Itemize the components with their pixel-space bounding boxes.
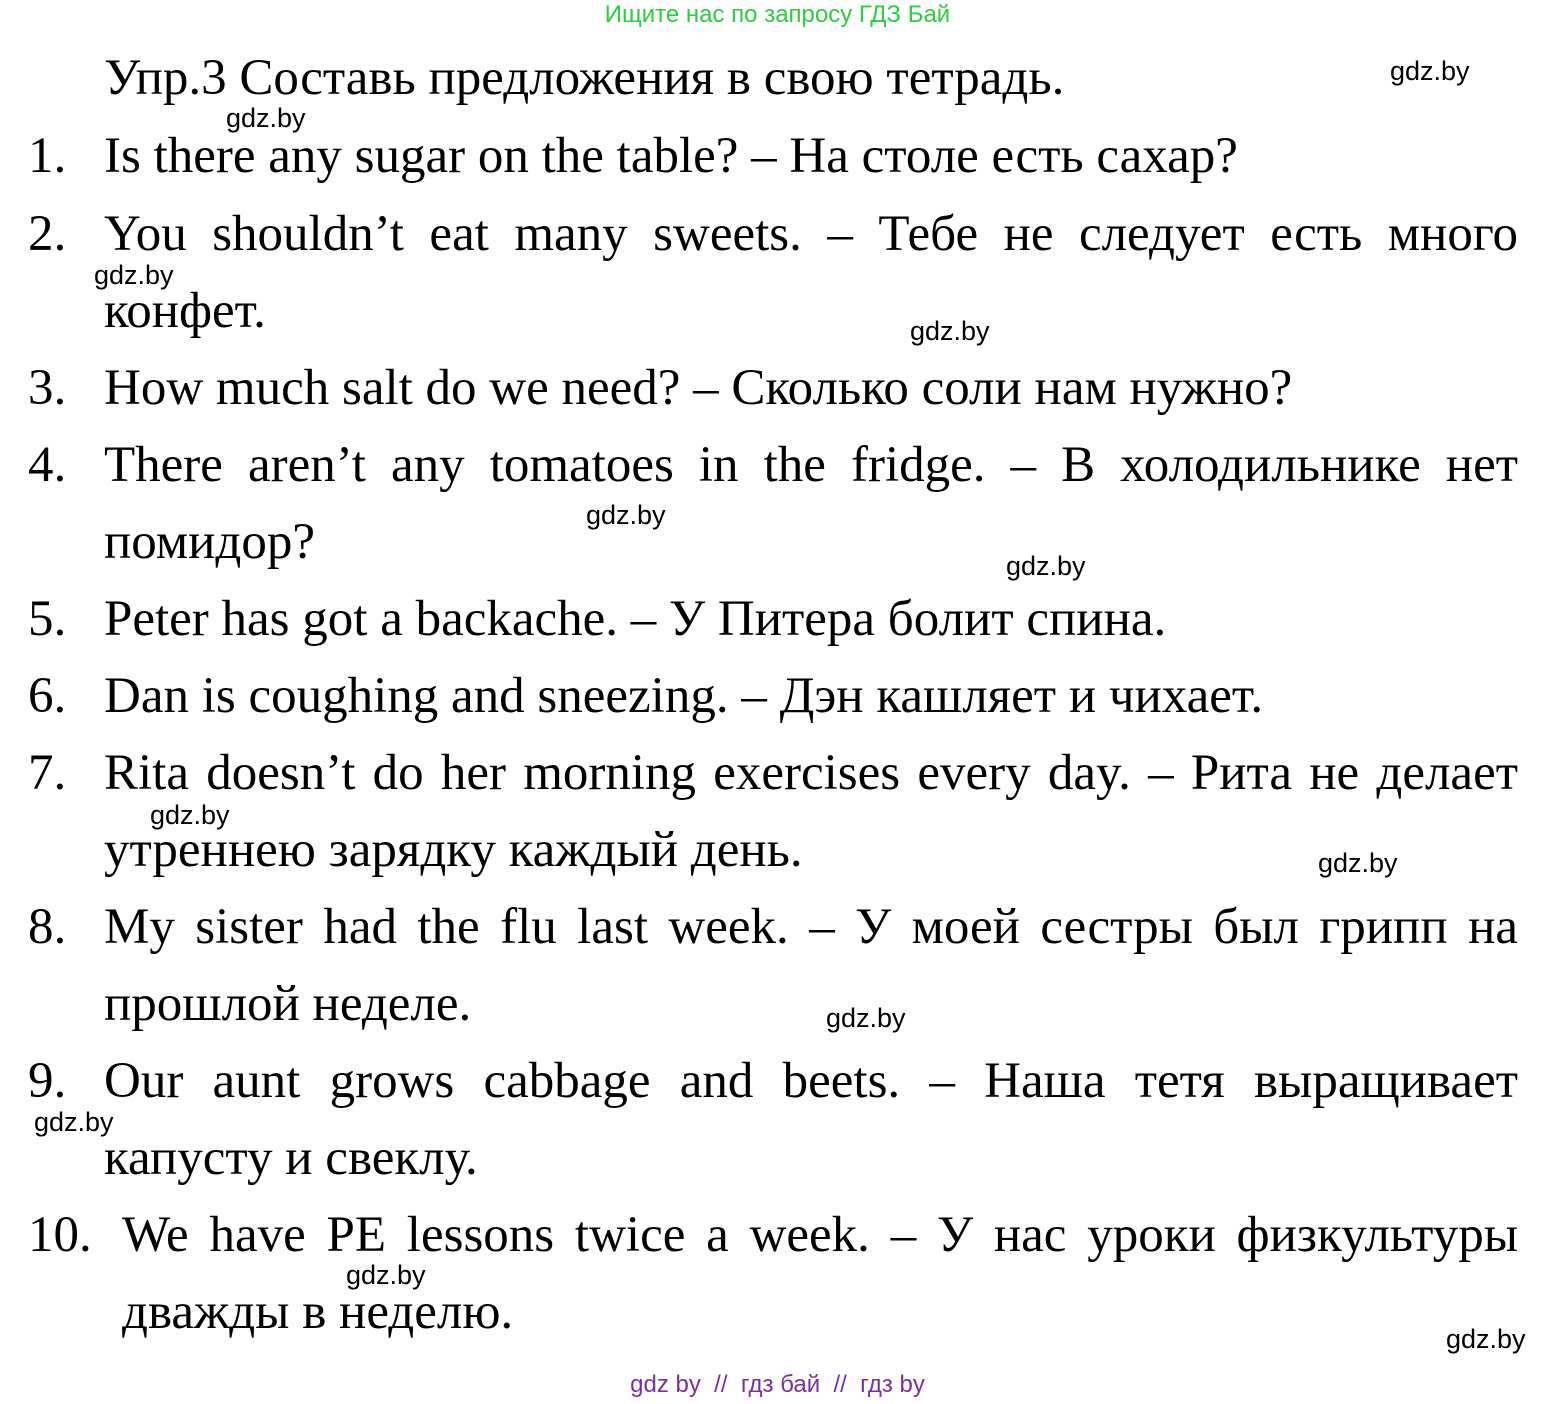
item-number: 7. bbox=[28, 745, 67, 801]
watermark: gdz.by bbox=[826, 1003, 906, 1033]
item-number: 3. bbox=[28, 360, 67, 416]
watermark: gdz.by bbox=[150, 800, 230, 830]
item-text: Rita doesn’t do her morning exercises every day. – Рита не делает утреннею зарядку каждый день. bbox=[104, 745, 1518, 878]
item-text: Is there any sugar on the table? – На столе есть сахар? bbox=[104, 128, 1238, 184]
item-text: We have PE lessons twice a week. – У нас уроки физкультуры дважды в неделю. bbox=[122, 1207, 1518, 1340]
item-text: There aren’t any tomatoes in the fridge. – В холодильнике нет помидор? bbox=[104, 437, 1518, 570]
item-number: 5. bbox=[28, 591, 67, 647]
item-number: 8. bbox=[28, 899, 67, 955]
item-number: 6. bbox=[28, 668, 67, 724]
item-text: Our aunt grows cabbage and beets. – Наша тетя выращивает капусту и свеклу. bbox=[104, 1053, 1518, 1186]
exercise-title: Упр.3 Составь предложения в свою тетрадь. bbox=[104, 50, 1065, 106]
watermark: gdz.by bbox=[346, 1260, 426, 1290]
watermark: gdz.by bbox=[94, 260, 174, 290]
item-number: 9. bbox=[28, 1053, 67, 1109]
item-number: 10. bbox=[28, 1207, 92, 1263]
watermark: gdz.by bbox=[226, 103, 306, 133]
watermark: gdz.by bbox=[1446, 1324, 1526, 1354]
item-text: You shouldn’t eat many sweets. – Тебе не следует есть много конфет. bbox=[104, 206, 1518, 339]
watermark: gdz.by bbox=[1006, 551, 1086, 581]
watermark: gdz.by bbox=[586, 500, 666, 530]
item-text: How much salt do we need? – Сколько соли нам нужно? bbox=[104, 360, 1293, 416]
item-number: 1. bbox=[28, 128, 67, 184]
watermark: gdz.by bbox=[1390, 56, 1470, 86]
watermark: gdz.by bbox=[910, 316, 990, 346]
item-number: 4. bbox=[28, 437, 67, 493]
item-text: My sister had the flu last week. – У моей сестры был грипп на прошлой неделе. bbox=[104, 899, 1518, 1032]
watermark: gdz.by bbox=[34, 1107, 114, 1137]
item-text: Peter has got a backache. – У Питера болит спина. bbox=[104, 591, 1167, 647]
watermark: gdz.by bbox=[1318, 848, 1398, 878]
item-text: Dan is coughing and sneezing. – Дэн кашляет и чихает. bbox=[104, 668, 1264, 724]
search-banner: Ищите нас по запросу ГДЗ Бай bbox=[604, 1, 951, 28]
item-number: 2. bbox=[28, 206, 67, 262]
footer-links: gdz by // гдз бай // гдз by bbox=[630, 1371, 925, 1398]
